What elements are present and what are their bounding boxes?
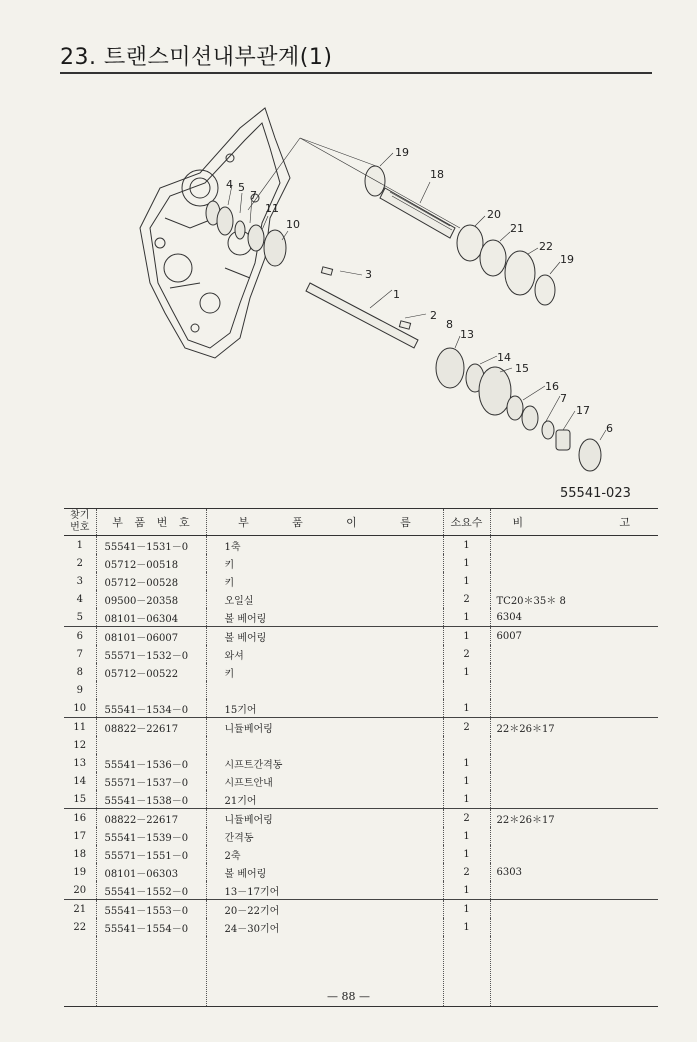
callout-2: 2 bbox=[430, 309, 437, 322]
callout-20: 20 bbox=[487, 208, 501, 221]
part-number-cell: 55541－1531－0 bbox=[96, 536, 206, 555]
table-row bbox=[64, 536, 658, 555]
table-row bbox=[64, 918, 658, 936]
quantity-cell: 1 bbox=[443, 699, 490, 718]
drawing-code: 55541-023 bbox=[560, 486, 631, 501]
part-name-cell: 볼 베어링 bbox=[206, 608, 443, 627]
part-name-cell: 20－22기어 bbox=[206, 900, 443, 919]
callout-18: 18 bbox=[430, 168, 444, 181]
part-number-cell: 55541－1552－0 bbox=[96, 881, 206, 900]
part-name-cell: 키 bbox=[206, 554, 443, 572]
part-number-cell: 08822－22617 bbox=[96, 809, 206, 828]
page-title: 23. 트랜스미션내부관계(1) bbox=[60, 45, 333, 70]
ref-no-cell: 15 bbox=[64, 790, 96, 809]
callout-14: 14 bbox=[497, 351, 511, 364]
header-quantity: 소요수 bbox=[443, 509, 490, 536]
part-number-cell: 08101－06304 bbox=[96, 608, 206, 627]
callout-8: 8 bbox=[446, 318, 453, 331]
quantity-cell: 1 bbox=[443, 663, 490, 681]
table-row bbox=[64, 900, 658, 919]
quantity-cell: 1 bbox=[443, 918, 490, 936]
quantity-cell: 1 bbox=[443, 827, 490, 845]
table-row bbox=[64, 845, 658, 863]
ref-no-cell: 11 bbox=[73, 721, 87, 733]
callout-1: 1 bbox=[393, 288, 400, 301]
remarks-cell bbox=[490, 554, 658, 572]
remarks-cell bbox=[490, 699, 658, 718]
table-row bbox=[64, 681, 658, 699]
remarks-cell bbox=[490, 900, 658, 919]
part-number-cell: 08101－06007 bbox=[96, 627, 206, 646]
ref-no-cell: 18 bbox=[73, 848, 87, 860]
part-name-cell: 24－30기어 bbox=[206, 918, 443, 936]
part-name-cell: 1축 bbox=[206, 536, 443, 555]
quantity-cell: 2 bbox=[443, 809, 490, 828]
quantity-cell bbox=[443, 681, 490, 699]
remarks-cell bbox=[490, 536, 658, 555]
part-number-cell: 09500－20358 bbox=[96, 590, 206, 608]
remarks-cell bbox=[490, 754, 658, 772]
part-number-cell: 05712－00518 bbox=[96, 554, 206, 572]
ref-no-cell: 9 bbox=[76, 684, 83, 696]
quantity-cell: 1 bbox=[443, 536, 490, 555]
table-row bbox=[64, 772, 658, 790]
callout-10: 10 bbox=[286, 218, 300, 231]
ref-no-cell: 17 bbox=[73, 830, 87, 842]
remarks-cell: 22＊26＊17 bbox=[490, 718, 658, 737]
callout-19: 19 bbox=[395, 146, 409, 159]
part-number-cell: 55541－1539－0 bbox=[96, 827, 206, 845]
table-row bbox=[64, 754, 658, 772]
table-row bbox=[64, 590, 658, 608]
callout-22: 22 bbox=[539, 240, 553, 253]
table-row bbox=[64, 790, 658, 809]
part-number-cell: 08822－22617 bbox=[96, 718, 206, 737]
callout-19b: 19 bbox=[560, 253, 574, 266]
quantity-cell: 1 bbox=[443, 845, 490, 863]
quantity-cell: 2 bbox=[443, 645, 490, 663]
remarks-cell bbox=[490, 736, 658, 754]
table-row bbox=[64, 736, 658, 754]
remarks-cell: 6304 bbox=[490, 608, 658, 627]
header-remarks: 비 고 bbox=[490, 509, 658, 536]
ref-no-cell: 22 bbox=[73, 921, 87, 933]
part-number-cell: 55541－1554－0 bbox=[96, 918, 206, 936]
ref-no-cell: 4 bbox=[76, 593, 83, 605]
ref-no-cell: 19 bbox=[73, 866, 87, 878]
ref-no-cell: 14 bbox=[73, 775, 87, 787]
quantity-cell: 1 bbox=[443, 790, 490, 809]
table-row bbox=[64, 572, 658, 590]
table-row bbox=[64, 554, 658, 572]
ref-no-cell: 6 bbox=[76, 630, 83, 642]
callout-13: 13 bbox=[460, 328, 474, 341]
callout-5: 5 bbox=[238, 181, 245, 194]
table-header-row bbox=[64, 509, 658, 536]
ref-no-cell: 12 bbox=[73, 739, 87, 751]
transmission-case-drawing bbox=[140, 108, 290, 358]
callout-6: 6 bbox=[606, 422, 613, 435]
callout-4: 4 bbox=[226, 178, 233, 191]
callout-7: 7 bbox=[250, 189, 257, 202]
part-name-cell: 와셔 bbox=[206, 645, 443, 663]
ref-no-cell: 3 bbox=[76, 575, 83, 587]
table-row bbox=[64, 645, 658, 663]
remarks-cell: 22＊26＊17 bbox=[490, 809, 658, 828]
header-ref-no: 찾기 번호 bbox=[64, 509, 96, 536]
quantity-cell bbox=[443, 736, 490, 754]
title-rule bbox=[60, 72, 652, 74]
part-number-cell: 55541－1553－0 bbox=[96, 900, 206, 919]
callout-11: 11 bbox=[265, 202, 279, 215]
ref-no-cell: 13 bbox=[73, 757, 87, 769]
quantity-cell: 2 bbox=[443, 590, 490, 608]
quantity-cell: 1 bbox=[443, 572, 490, 590]
part-name-cell: 볼 베어링 bbox=[206, 863, 443, 881]
part-name-cell: 키 bbox=[206, 572, 443, 590]
callout-15: 15 bbox=[515, 362, 529, 375]
part-name-cell bbox=[206, 736, 443, 754]
parts-diagram bbox=[0, 78, 697, 488]
callout-21: 21 bbox=[510, 222, 524, 235]
part-number-cell: 05712－00522 bbox=[96, 663, 206, 681]
part-name-cell: 간격동 bbox=[206, 827, 443, 845]
parts-table-body bbox=[64, 536, 658, 1007]
quantity-cell: 2 bbox=[443, 863, 490, 881]
page-number: — 88 — bbox=[327, 990, 370, 1003]
ref-no-cell: 7 bbox=[76, 648, 83, 660]
remarks-cell bbox=[490, 790, 658, 809]
part-number-cell: 55571－1532－0 bbox=[96, 645, 206, 663]
part-name-cell: 오일실 bbox=[206, 590, 443, 608]
part-name-cell: 시프트안내 bbox=[206, 772, 443, 790]
remarks-cell bbox=[490, 645, 658, 663]
remarks-cell bbox=[490, 827, 658, 845]
ref-no-cell: 10 bbox=[64, 699, 96, 718]
part-name-cell: 2축 bbox=[206, 845, 443, 863]
quantity-cell: 1 bbox=[443, 772, 490, 790]
part-number-cell: 55541－1534－0 bbox=[96, 699, 206, 718]
part-number-cell: 55571－1551－0 bbox=[96, 845, 206, 863]
header-part-number: 부 품 번 호 bbox=[96, 509, 206, 536]
ref-no-cell: 5 bbox=[64, 608, 96, 627]
table-row bbox=[64, 699, 658, 718]
remarks-cell bbox=[490, 918, 658, 936]
part-number-cell: 08101－06303 bbox=[96, 863, 206, 881]
part-number-cell bbox=[96, 681, 206, 699]
part-number-cell: 55541－1536－0 bbox=[96, 754, 206, 772]
remarks-cell bbox=[490, 881, 658, 900]
parts-table bbox=[64, 508, 658, 1007]
callout-7b: 7 bbox=[560, 392, 567, 405]
callout-17: 17 bbox=[576, 404, 590, 417]
quantity-cell: 1 bbox=[443, 881, 490, 900]
table-row bbox=[64, 663, 658, 681]
quantity-cell: 1 bbox=[443, 754, 490, 772]
part-name-cell: 15기어 bbox=[206, 699, 443, 718]
ref-no-cell: 20 bbox=[64, 881, 96, 900]
remarks-cell: 6007 bbox=[490, 627, 658, 646]
ref-no-cell: 21 bbox=[73, 903, 87, 915]
quantity-cell: 1 bbox=[443, 608, 490, 627]
part-name-cell: 시프트간격동 bbox=[206, 754, 443, 772]
table-row bbox=[64, 863, 658, 881]
remarks-cell bbox=[490, 845, 658, 863]
callout-3: 3 bbox=[365, 268, 372, 281]
table-row bbox=[64, 827, 658, 845]
ref-no-cell: 2 bbox=[76, 557, 83, 569]
remarks-cell: TC20＊35＊ 8 bbox=[490, 590, 658, 608]
remarks-cell: 6303 bbox=[490, 863, 658, 881]
remarks-cell bbox=[490, 572, 658, 590]
part-number-cell: 05712－00528 bbox=[96, 572, 206, 590]
part-name-cell bbox=[206, 681, 443, 699]
part-name-cell: 13－17기어 bbox=[206, 881, 443, 900]
remarks-cell bbox=[490, 663, 658, 681]
table-row bbox=[64, 627, 658, 646]
table-row bbox=[64, 809, 658, 828]
shaft-2-drawing bbox=[365, 166, 555, 305]
ref-no-cell: 1 bbox=[76, 539, 83, 551]
part-name-cell: 니듈베어링 bbox=[206, 718, 443, 737]
part-name-cell: 니듈베어링 bbox=[206, 809, 443, 828]
remarks-cell bbox=[490, 772, 658, 790]
header-part-name: 부 품 이 름 bbox=[206, 509, 443, 536]
ref-no-cell: 8 bbox=[76, 666, 83, 678]
ref-no-cell: 16 bbox=[73, 812, 87, 824]
callout-16: 16 bbox=[545, 380, 559, 393]
part-number-cell: 55541－1538－0 bbox=[96, 790, 206, 809]
table-row bbox=[64, 718, 658, 737]
part-name-cell: 키 bbox=[206, 663, 443, 681]
table-row bbox=[64, 881, 658, 900]
remarks-cell bbox=[490, 681, 658, 699]
table-row bbox=[64, 608, 658, 627]
quantity-cell: 1 bbox=[443, 554, 490, 572]
part-name-cell: 21기어 bbox=[206, 790, 443, 809]
part-name-cell: 볼 베어링 bbox=[206, 627, 443, 646]
quantity-cell: 1 bbox=[443, 627, 490, 646]
shaft-1-drawing bbox=[306, 267, 418, 348]
quantity-cell: 2 bbox=[443, 718, 490, 737]
part-number-cell: 55571－1537－0 bbox=[96, 772, 206, 790]
part-number-cell bbox=[96, 736, 206, 754]
quantity-cell: 1 bbox=[443, 900, 490, 919]
